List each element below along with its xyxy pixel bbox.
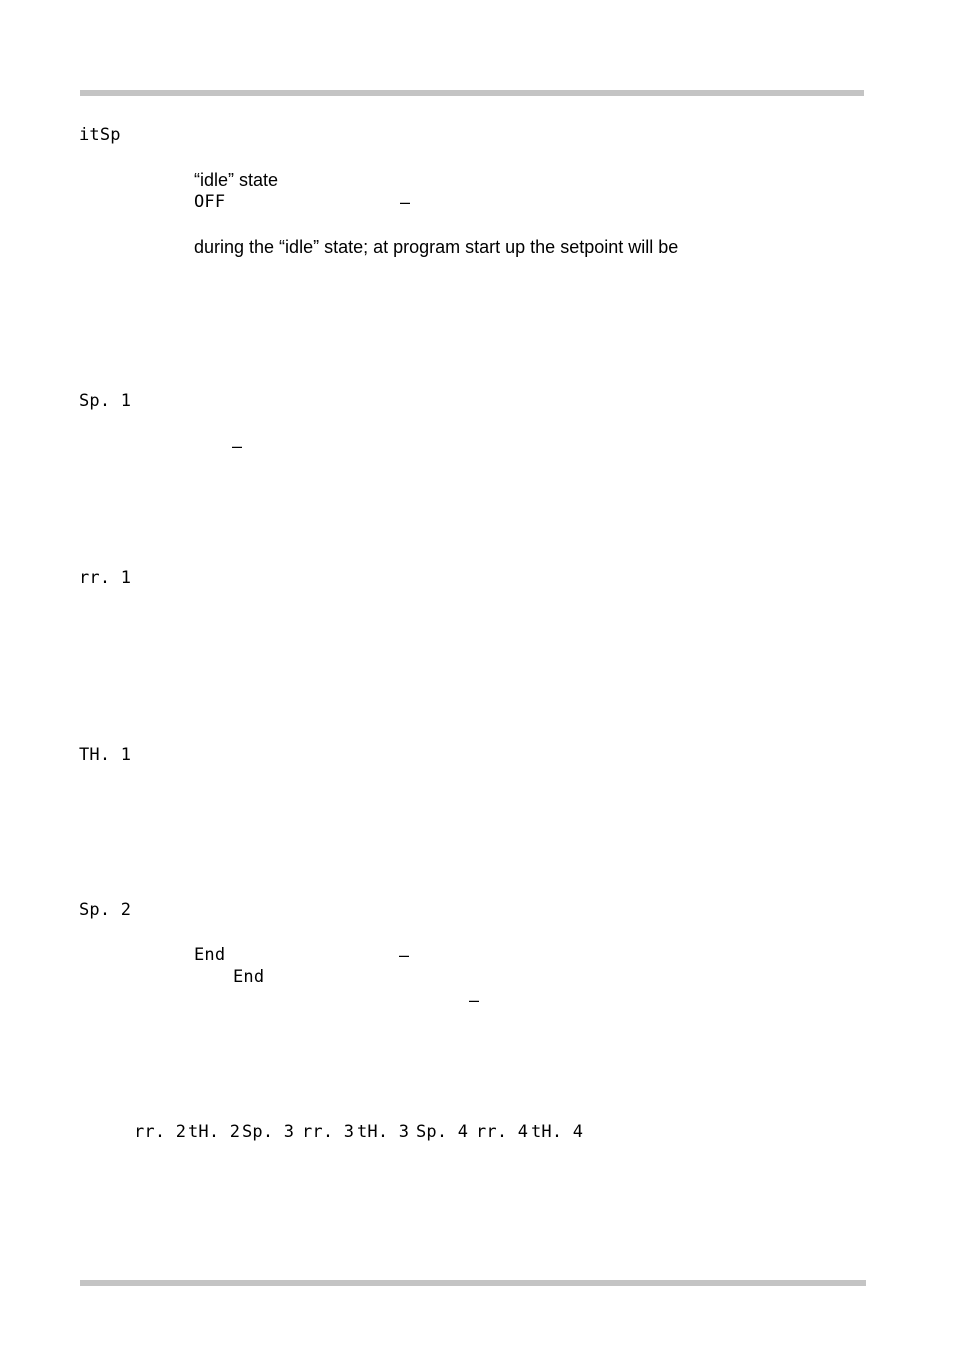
during-idle-text: during the “idle” state; at program start up the setpoint will be xyxy=(194,237,679,257)
off-code: OFF xyxy=(194,192,226,212)
param-code: rr. 3 xyxy=(302,1122,355,1142)
param-code: Sp. 4 xyxy=(416,1122,469,1142)
param-code: tH. 3 xyxy=(357,1122,410,1142)
footer-rule xyxy=(80,1280,866,1286)
param-code: rr. 4 xyxy=(476,1122,529,1142)
idle-state-text: “idle” state xyxy=(194,170,279,190)
dash: – xyxy=(400,192,411,212)
param-code: tH. 4 xyxy=(531,1122,584,1142)
param-code: tH. 2 xyxy=(188,1122,241,1142)
param-code-sp1: Sp. 1 xyxy=(79,391,132,411)
param-code-th1: TH. 1 xyxy=(79,745,132,765)
param-code: rr. 2 xyxy=(134,1122,187,1142)
end-code: End xyxy=(233,967,265,987)
dash: – xyxy=(232,436,243,456)
end-code: End xyxy=(194,945,226,965)
dash: – xyxy=(469,990,480,1010)
param-code: Sp. 3 xyxy=(242,1122,295,1142)
param-code-rr1: rr. 1 xyxy=(79,568,132,588)
header-rule xyxy=(80,90,864,96)
param-code-sp2: Sp. 2 xyxy=(79,900,132,920)
param-code-itsp: itSp xyxy=(79,125,121,145)
dash: – xyxy=(399,945,410,965)
